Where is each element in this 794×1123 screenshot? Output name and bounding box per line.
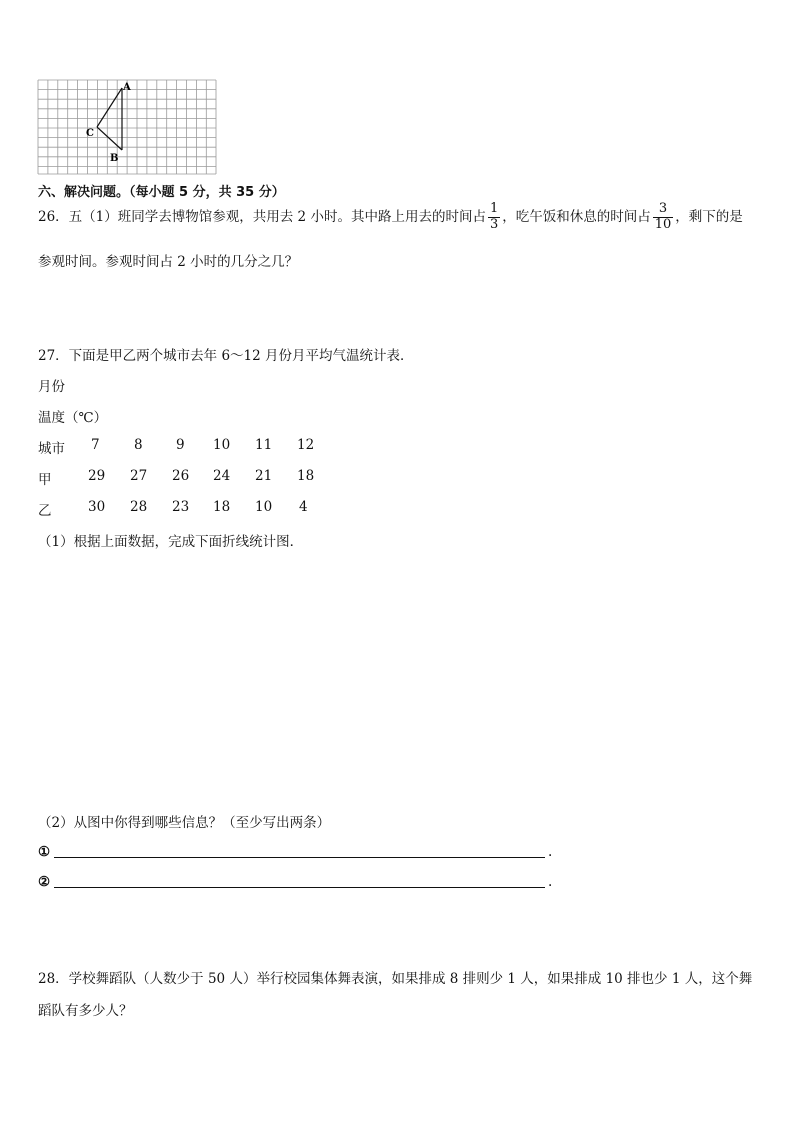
q26-text-part2: ，吃午饭和休息的时间占 <box>502 208 651 225</box>
figure-grid <box>38 80 216 174</box>
answer-marker-1: ① <box>38 844 51 860</box>
vertex-label-b: B <box>110 153 119 164</box>
q26-text-part1: 26．五（1）班同学去博物馆参观，共用去 2 小时。其中路上用去的时间占 <box>38 208 486 225</box>
table-header-month: 10 <box>213 437 231 453</box>
table-header-city: 城市 <box>38 441 65 457</box>
table-cell: 4 <box>299 499 308 515</box>
table-cell: 23 <box>172 499 190 515</box>
answer-period-1: . <box>548 844 553 860</box>
answer-line-1[interactable] <box>54 857 545 858</box>
table-cell: 30 <box>88 499 106 515</box>
question-26-line2: 参观时间。参观时间占 2 小时的几分之几？ <box>38 254 299 270</box>
question-27-part2: （2）从图中你得到哪些信息？（至少写出两条） <box>38 815 331 831</box>
fraction-one-third <box>488 202 500 233</box>
q26-text-part3: ，剩下的是 <box>675 208 743 225</box>
table-header-month: 7 <box>91 437 100 453</box>
table-cell: 18 <box>297 468 315 484</box>
table-cell: 24 <box>213 468 231 484</box>
table-row-label-month: 月份 <box>38 379 65 395</box>
triangle-grid-figure <box>36 78 220 176</box>
table-cell: 27 <box>130 468 148 484</box>
fraction-denominator: 10 <box>654 216 672 232</box>
question-27-part1: （1）根据上面数据，完成下面折线统计图． <box>38 534 304 550</box>
answer-period-2: . <box>548 874 553 890</box>
table-cell: 28 <box>130 499 148 515</box>
fraction-three-tenths <box>653 202 674 233</box>
question-26-line1 <box>38 202 743 233</box>
question-27-intro: 27．下面是甲乙两个城市去年 6～12 月份月平均气温统计表． <box>38 348 414 364</box>
question-28-line1: 28．学校舞蹈队（人数少于 50 人）举行校园集体舞表演，如果排成 8 排则少 1 人，如果排成 10 排也少 1 人，这个舞 <box>38 971 753 987</box>
question-28-line2: 蹈队有多少人？ <box>38 1003 133 1019</box>
table-cell: 29 <box>88 468 106 484</box>
table-header-month: 8 <box>134 437 143 453</box>
table-row-city-jia: 甲 <box>38 472 52 488</box>
vertex-label-a: A <box>123 82 131 93</box>
section-title: 六、解决问题。（每小题 5 分，共 35 分） <box>38 185 285 200</box>
table-cell: 10 <box>255 499 273 515</box>
table-cell: 26 <box>172 468 190 484</box>
table-header-month: 9 <box>176 437 185 453</box>
fraction-denominator: 3 <box>489 216 499 232</box>
table-header-month: 12 <box>297 437 315 453</box>
table-header-month: 11 <box>255 437 273 453</box>
answer-line-2[interactable] <box>54 887 545 888</box>
fraction-numerator: 3 <box>658 201 668 216</box>
fraction-numerator: 1 <box>489 201 499 216</box>
table-cell: 18 <box>213 499 231 515</box>
table-row-city-yi: 乙 <box>38 503 52 519</box>
triangle-abc <box>97 88 122 150</box>
answer-marker-2: ② <box>38 874 51 890</box>
table-cell: 21 <box>255 468 273 484</box>
table-row-label-temperature: 温度（℃） <box>38 410 108 426</box>
vertex-label-c: C <box>86 128 94 139</box>
